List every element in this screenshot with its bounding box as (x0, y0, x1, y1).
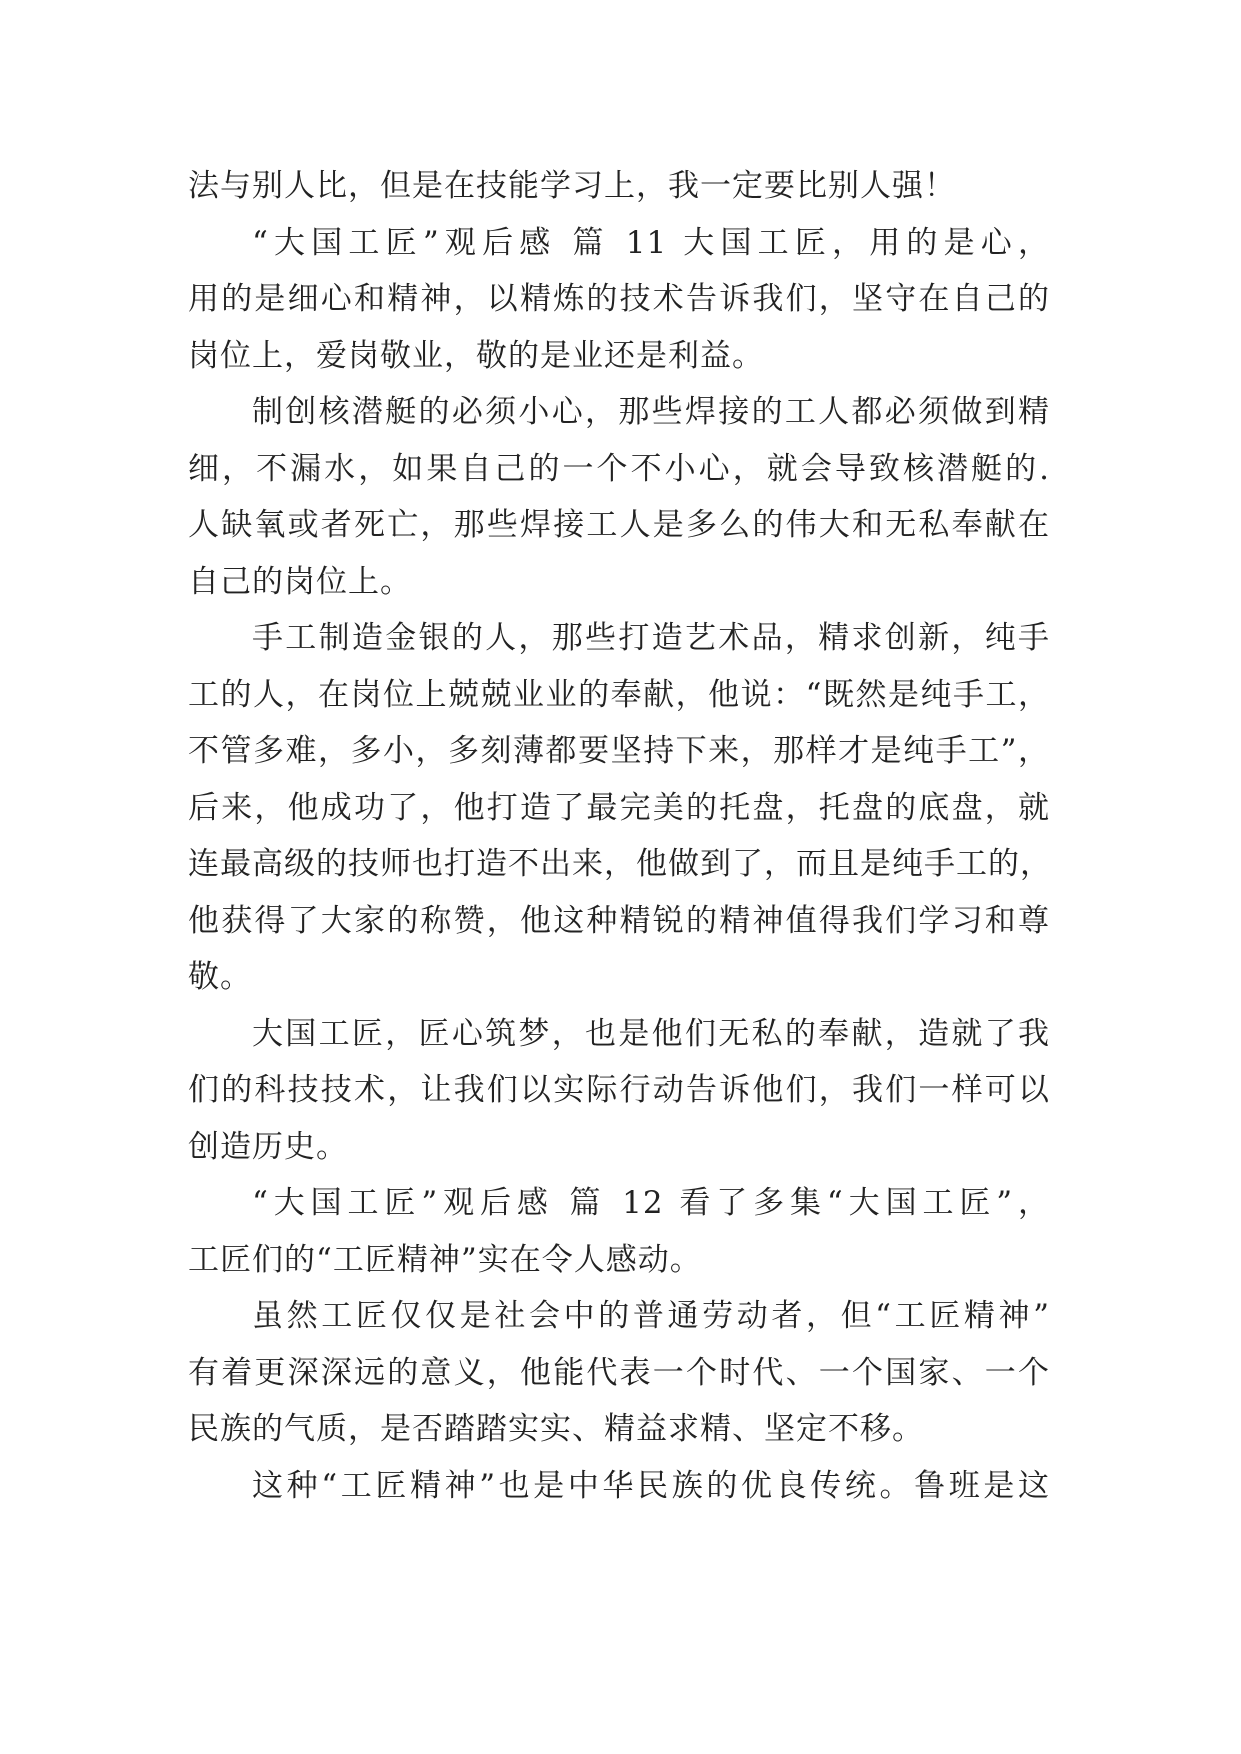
text-line: 岗位上，爱岗敬业，敬的是业还是利益。 (188, 338, 764, 374)
text-line: “大国工匠”观后感 篇 11 大国工匠，用的是心， (252, 225, 1050, 261)
text-line: 后来，他成功了，他打造了最完美的托盘，托盘的底盘，就 (188, 790, 1050, 826)
text-line: 创造历史。 (188, 1129, 348, 1165)
text-line: 人缺氧或者死亡，那些焊接工人是多么的伟大和无私奉献在 (188, 507, 1050, 543)
text-line: 这种“工匠精神”也是中华民族的优良传统。鲁班是这 (252, 1468, 1050, 1504)
text-line: 他获得了大家的称赞，他这种精锐的精神值得我们学习和尊 (188, 903, 1050, 939)
text-line: 连最高级的技师也打造不出来，他做到了，而且是纯手工的， (188, 846, 1052, 882)
text-line: 制创核潜艇的必须小心，那些焊接的工人都必须做到精 (252, 394, 1050, 430)
text-line: 法与别人比，但是在技能学习上，我一定要比别人强！ (188, 168, 956, 204)
text-line: “大国工匠”观后感 篇 12 看了多集“大国工匠”， (252, 1185, 1050, 1221)
text-line: 虽然工匠仅仅是社会中的普通劳动者，但“工匠精神” (252, 1298, 1050, 1334)
text-line: 们的科技技术，让我们以实际行动告诉他们，我们一样可以 (188, 1072, 1050, 1108)
text-line: 民族的气质，是否踏踏实实、精益求精、坚定不移。 (188, 1411, 924, 1447)
text-line: 有着更深深远的意义，他能代表一个时代、一个国家、一个 (188, 1355, 1050, 1391)
text-line: 敬。 (188, 959, 252, 995)
text-line: 工匠们的“工匠精神”实在令人感动。 (188, 1242, 702, 1278)
text-line: 自己的岗位上。 (188, 564, 412, 600)
text-line: 细，不漏水，如果自己的一个不小心，就会导致核潜艇的. (188, 451, 1050, 487)
text-line: 大国工匠，匠心筑梦，也是他们无私的奉献，造就了我 (252, 1016, 1050, 1052)
text-line: 不管多难，多小，多刻薄都要坚持下来，那样才是纯手工”， (188, 733, 1050, 769)
text-line: 手工制造金银的人，那些打造艺术品，精求创新，纯手 (252, 620, 1050, 656)
text-line: 用的是细心和精神，以精炼的技术告诉我们，坚守在自己的 (188, 281, 1050, 317)
text-line: 工的人，在岗位上兢兢业业的奉献，他说：“既然是纯手工， (188, 677, 1050, 713)
